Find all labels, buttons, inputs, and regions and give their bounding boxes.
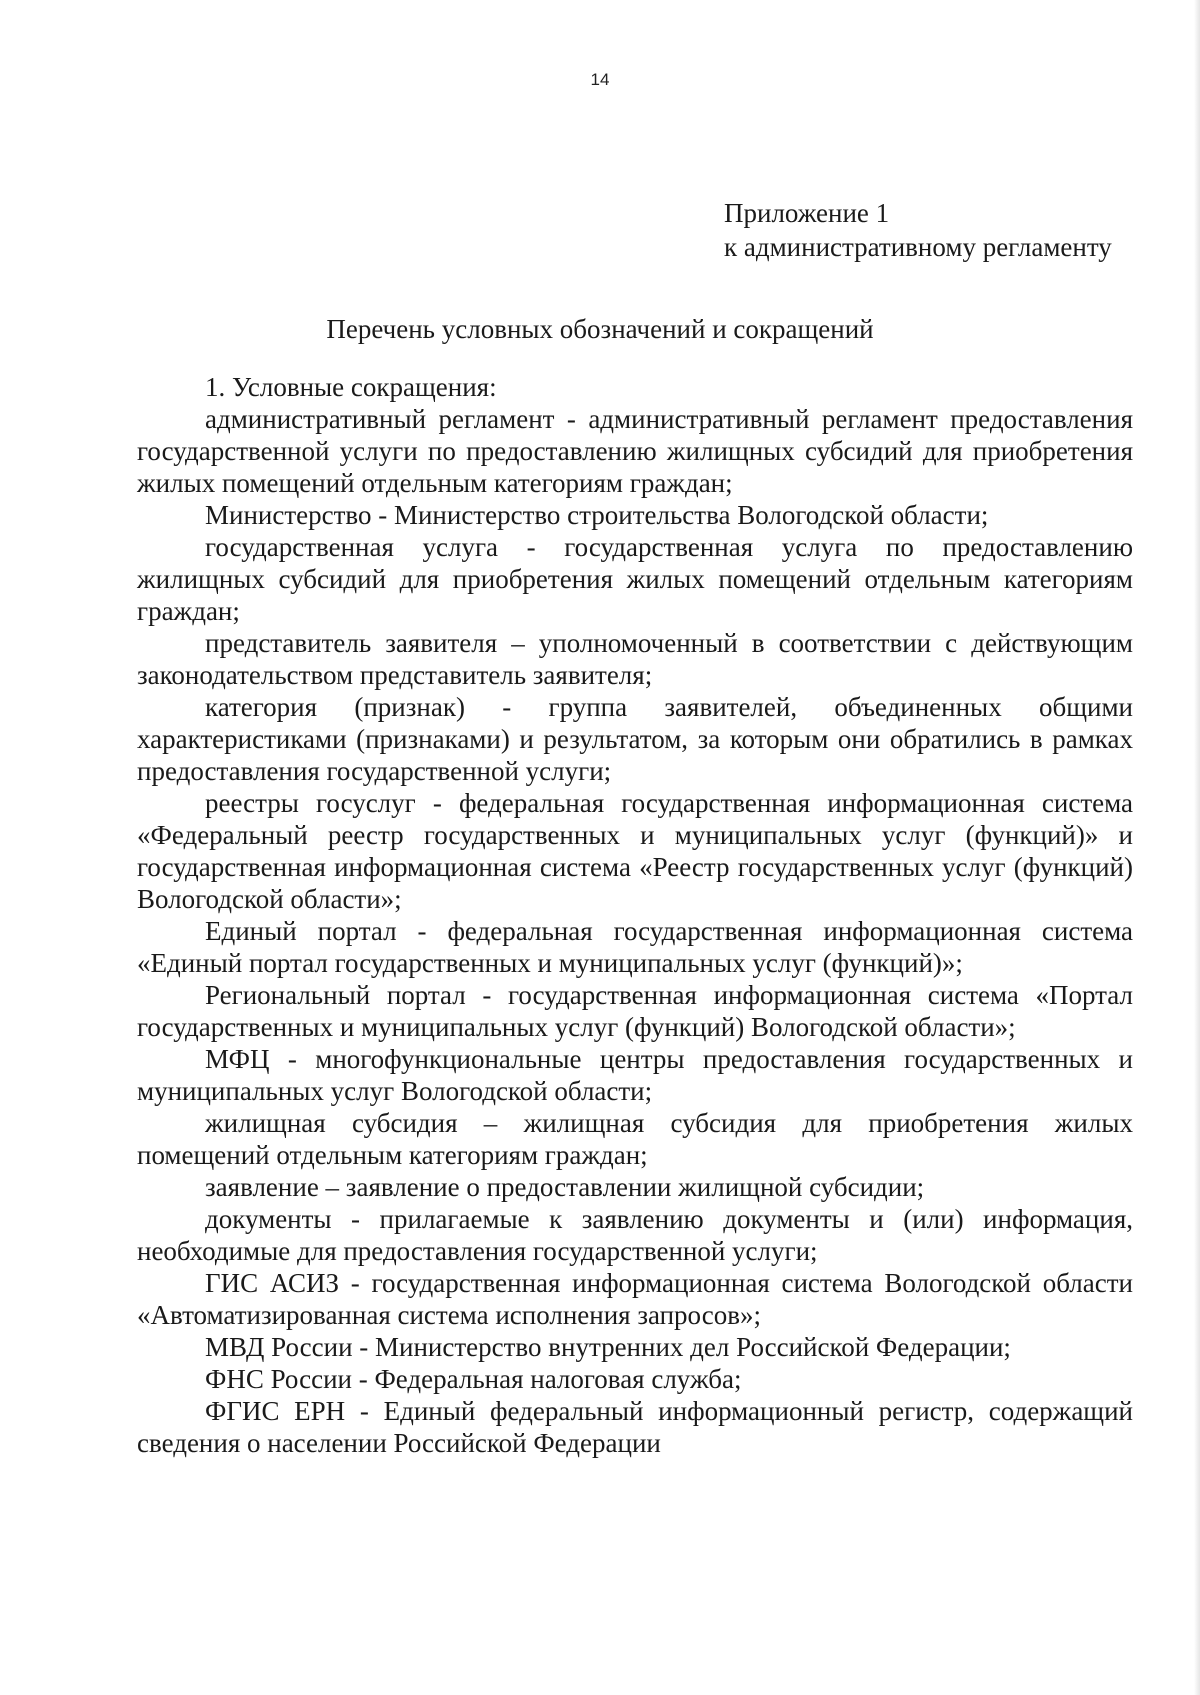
- definition-paragraph: ГИС АСИЗ - государственная информационная система Вологодской области «Автоматизированная система исполнения запросов»;: [137, 1268, 1133, 1330]
- page-number: 14: [590, 70, 610, 89]
- definition-paragraph: ФНС России - Федеральная налоговая служба;: [205, 1364, 742, 1394]
- document-body: [137, 371, 1133, 1459]
- definition-paragraph: МВД России - Министерство внутренних дел Российской Федерации;: [205, 1332, 1011, 1362]
- definition-paragraph: Региональный портал - государственная информационная система «Портал государственных и муниципальных услуг (функций) Вологодской области»;: [137, 980, 1133, 1042]
- appendix-line-1: Приложение 1: [724, 198, 890, 228]
- definition-paragraph: жилищная субсидия – жилищная субсидия для приобретения жилых помещений отдельным категориям граждан;: [137, 1108, 1133, 1170]
- definition-paragraph: документы - прилагаемые к заявлению документы и (или) информация, необходимые для предоставления государственной услуги;: [137, 1204, 1133, 1266]
- appendix-header: [724, 196, 1112, 264]
- definition-paragraph: Министерство - Министерство строительства Вологодской области;: [205, 500, 989, 530]
- definition-paragraph: ФГИС ЕРН - Единый федеральный информационный регистр, содержащий сведения о населении Российской Федерации: [137, 1396, 1133, 1458]
- definition-paragraph: реестры госуслуг - федеральная государственная информационная система «Федеральный реестр государственных и муниципальных услуг (функций)» и государственная информационная система «Реестр государственных услуг (функций) Вологодской области»;: [137, 788, 1133, 914]
- page-edge-shadow: [1194, 0, 1200, 1695]
- definition-paragraph: категория (признак) - группа заявителей, объединенных общими характеристиками (признаками) и результатом, за которым они обратились в рамках предоставления государственной услуги;: [137, 692, 1133, 786]
- section-heading: 1. Условные сокращения:: [205, 372, 497, 402]
- definition-paragraph: представитель заявителя – уполномоченный в соответствии с действующим законодательством представитель заявителя;: [137, 628, 1133, 690]
- definition-paragraph: административный регламент - административный регламент предоставления государственной услуги по предоставлению жилищных субсидий для приобретения жилых помещений отдельным категориям граждан;: [137, 404, 1133, 498]
- definition-paragraph: Единый портал - федеральная государственная информационная система «Единый портал государственных и муниципальных услуг (функций)»;: [137, 916, 1133, 978]
- appendix-line-2: к административному регламенту: [724, 232, 1112, 262]
- document-title: Перечень условных обозначений и сокращений: [326, 314, 874, 344]
- definition-paragraph: заявление – заявление о предоставлении жилищной субсидии;: [205, 1172, 925, 1202]
- definition-paragraph: государственная услуга - государственная услуга по предоставлению жилищных субсидий для приобретения жилых помещений отдельным категориям граждан;: [137, 532, 1133, 626]
- definition-paragraph: МФЦ - многофункциональные центры предоставления государственных и муниципальных услуг Вологодской области;: [137, 1044, 1133, 1106]
